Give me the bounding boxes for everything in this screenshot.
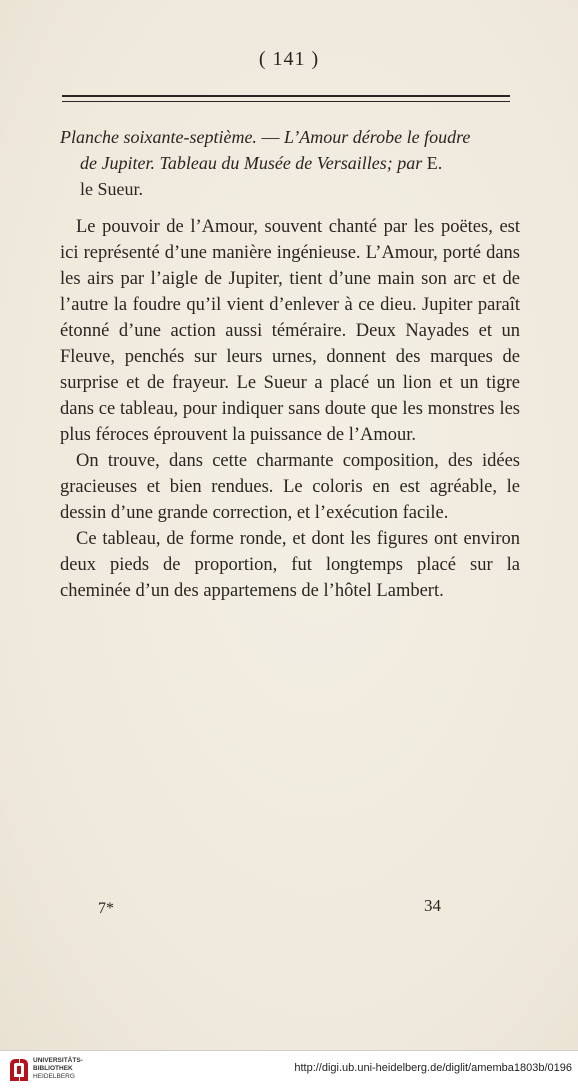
- plate-caption: [60, 124, 520, 202]
- paragraph-2: On trouve, dans cette charmante composition, des idées gracieuses et bien rendues. Le coloris en est agréable, le dessin d’une grande correction, et l’exécution facile.: [60, 451, 520, 523]
- library-name: UNIVERSITÄTS- BIBLIOTHEK HEIDELBERG: [33, 1057, 83, 1080]
- caption-title-line2: de Jupiter. Tableau du Musée de Versailles; par: [80, 153, 423, 173]
- header-rule-thin: [62, 101, 510, 102]
- page-number: ( 141 ): [258, 48, 320, 70]
- body-text: [60, 214, 520, 604]
- source-url[interactable]: http://digi.ub.uni-heidelberg.de/diglit/amemba1803b/0196: [294, 1062, 572, 1074]
- caption-title-line1: L’Amour dérobe le foudre: [283, 127, 471, 147]
- paragraph-1: Le pouvoir de l’Amour, souvent chanté par les poëtes, est ici représenté d’une manière ingénieuse. L’Amour, porté dans les airs par l’aigle de Jupiter, tient d’une main son arc et de l’autre la foudre qu’il vient d’enlever à ce dieu. Jupiter paraît étonné d’une action aussi téméraire. Deux Nayades et un Fleuve, penchés sur leurs urnes, donnent des marques de surprise et de frayeur. Le Sueur a placé un lion et un tigre dans ce tableau, pour indiquer sans doute que les monstres les plus féroces éprouvent la puissance de l’Amour.: [60, 217, 520, 445]
- university-library-logo-icon: [8, 1057, 30, 1083]
- caption-label: Planche soixante-septième.: [60, 127, 257, 147]
- caption-author-initial: E.: [422, 153, 443, 173]
- caption-dash: —: [256, 127, 284, 147]
- header-rule-thick: [62, 95, 510, 97]
- caption-author: le Sueur.: [80, 179, 143, 199]
- catchword-number: 34: [424, 896, 441, 915]
- paragraph-3: Ce tableau, de forme ronde, et dont les figures ont environ deux pieds de proportion, fut longtemps placé sur la cheminée d’un des appartemens de l’hôtel Lambert.: [60, 529, 520, 601]
- library-footer-bar: [0, 1050, 578, 1089]
- signature-mark: 7*: [98, 900, 114, 917]
